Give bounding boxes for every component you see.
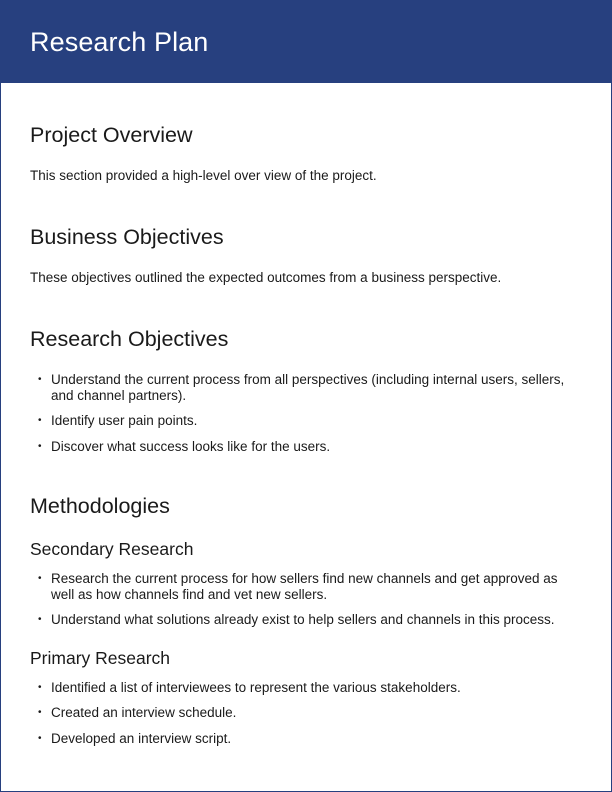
- list-item-text: Developed an interview script.: [51, 730, 232, 746]
- list-item: [30, 731, 583, 747]
- bullet-icon: •: [38, 440, 42, 452]
- header-banner: [1, 1, 611, 83]
- bullet-icon: •: [38, 707, 42, 718]
- primary-research-list: [30, 680, 583, 747]
- bullet-icon: •: [38, 374, 42, 385]
- list-item-text: Created an interview schedule.: [51, 705, 237, 720]
- section-text-business-objectives: These objectives outlined the expected outcomes from a business perspective.: [30, 270, 502, 285]
- section-heading-business-objectives: Business Objectives: [30, 225, 224, 249]
- section-text-project-overview: This section provided a high-level over view of the project.: [30, 168, 377, 183]
- bullet-icon: •: [38, 681, 42, 693]
- list-item: [30, 439, 583, 455]
- secondary-research-list: [30, 571, 583, 628]
- list-item: [30, 571, 583, 602]
- subsection-heading-secondary-research: Secondary Research: [30, 539, 194, 559]
- list-item: [30, 705, 583, 721]
- document-content: [1, 123, 611, 746]
- page-title: Research Plan: [30, 26, 209, 57]
- research-objectives-list: [30, 372, 583, 454]
- list-item-text: Understand the current process from all perspectives (including internal users, sellers, and channel partners).: [51, 372, 565, 403]
- section-heading-methodologies: Methodologies: [30, 494, 170, 518]
- subsection-heading-primary-research: Primary Research: [30, 647, 171, 668]
- list-item-text: Discover what success looks like for the users.: [51, 438, 331, 454]
- list-item-text: Understand what solutions already exist to help sellers and channels in this process.: [51, 612, 555, 627]
- list-item: [30, 413, 583, 429]
- list-item: [30, 680, 583, 696]
- list-item-text: Research the current process for how sellers find new channels and get approved as well as how channels find and vet new sellers.: [51, 571, 558, 602]
- bullet-icon: •: [38, 415, 42, 426]
- bullet-icon: •: [38, 732, 42, 744]
- section-heading-research-objectives: Research Objectives: [30, 327, 229, 351]
- list-item: [30, 612, 583, 628]
- bullet-icon: •: [38, 573, 42, 584]
- list-item: [30, 372, 583, 403]
- list-item-text: Identified a list of interviewees to represent the various stakeholders.: [51, 679, 461, 695]
- list-item-text: Identify user pain points.: [51, 413, 198, 428]
- section-heading-project-overview: Project Overview: [30, 123, 193, 147]
- bullet-icon: •: [38, 614, 42, 625]
